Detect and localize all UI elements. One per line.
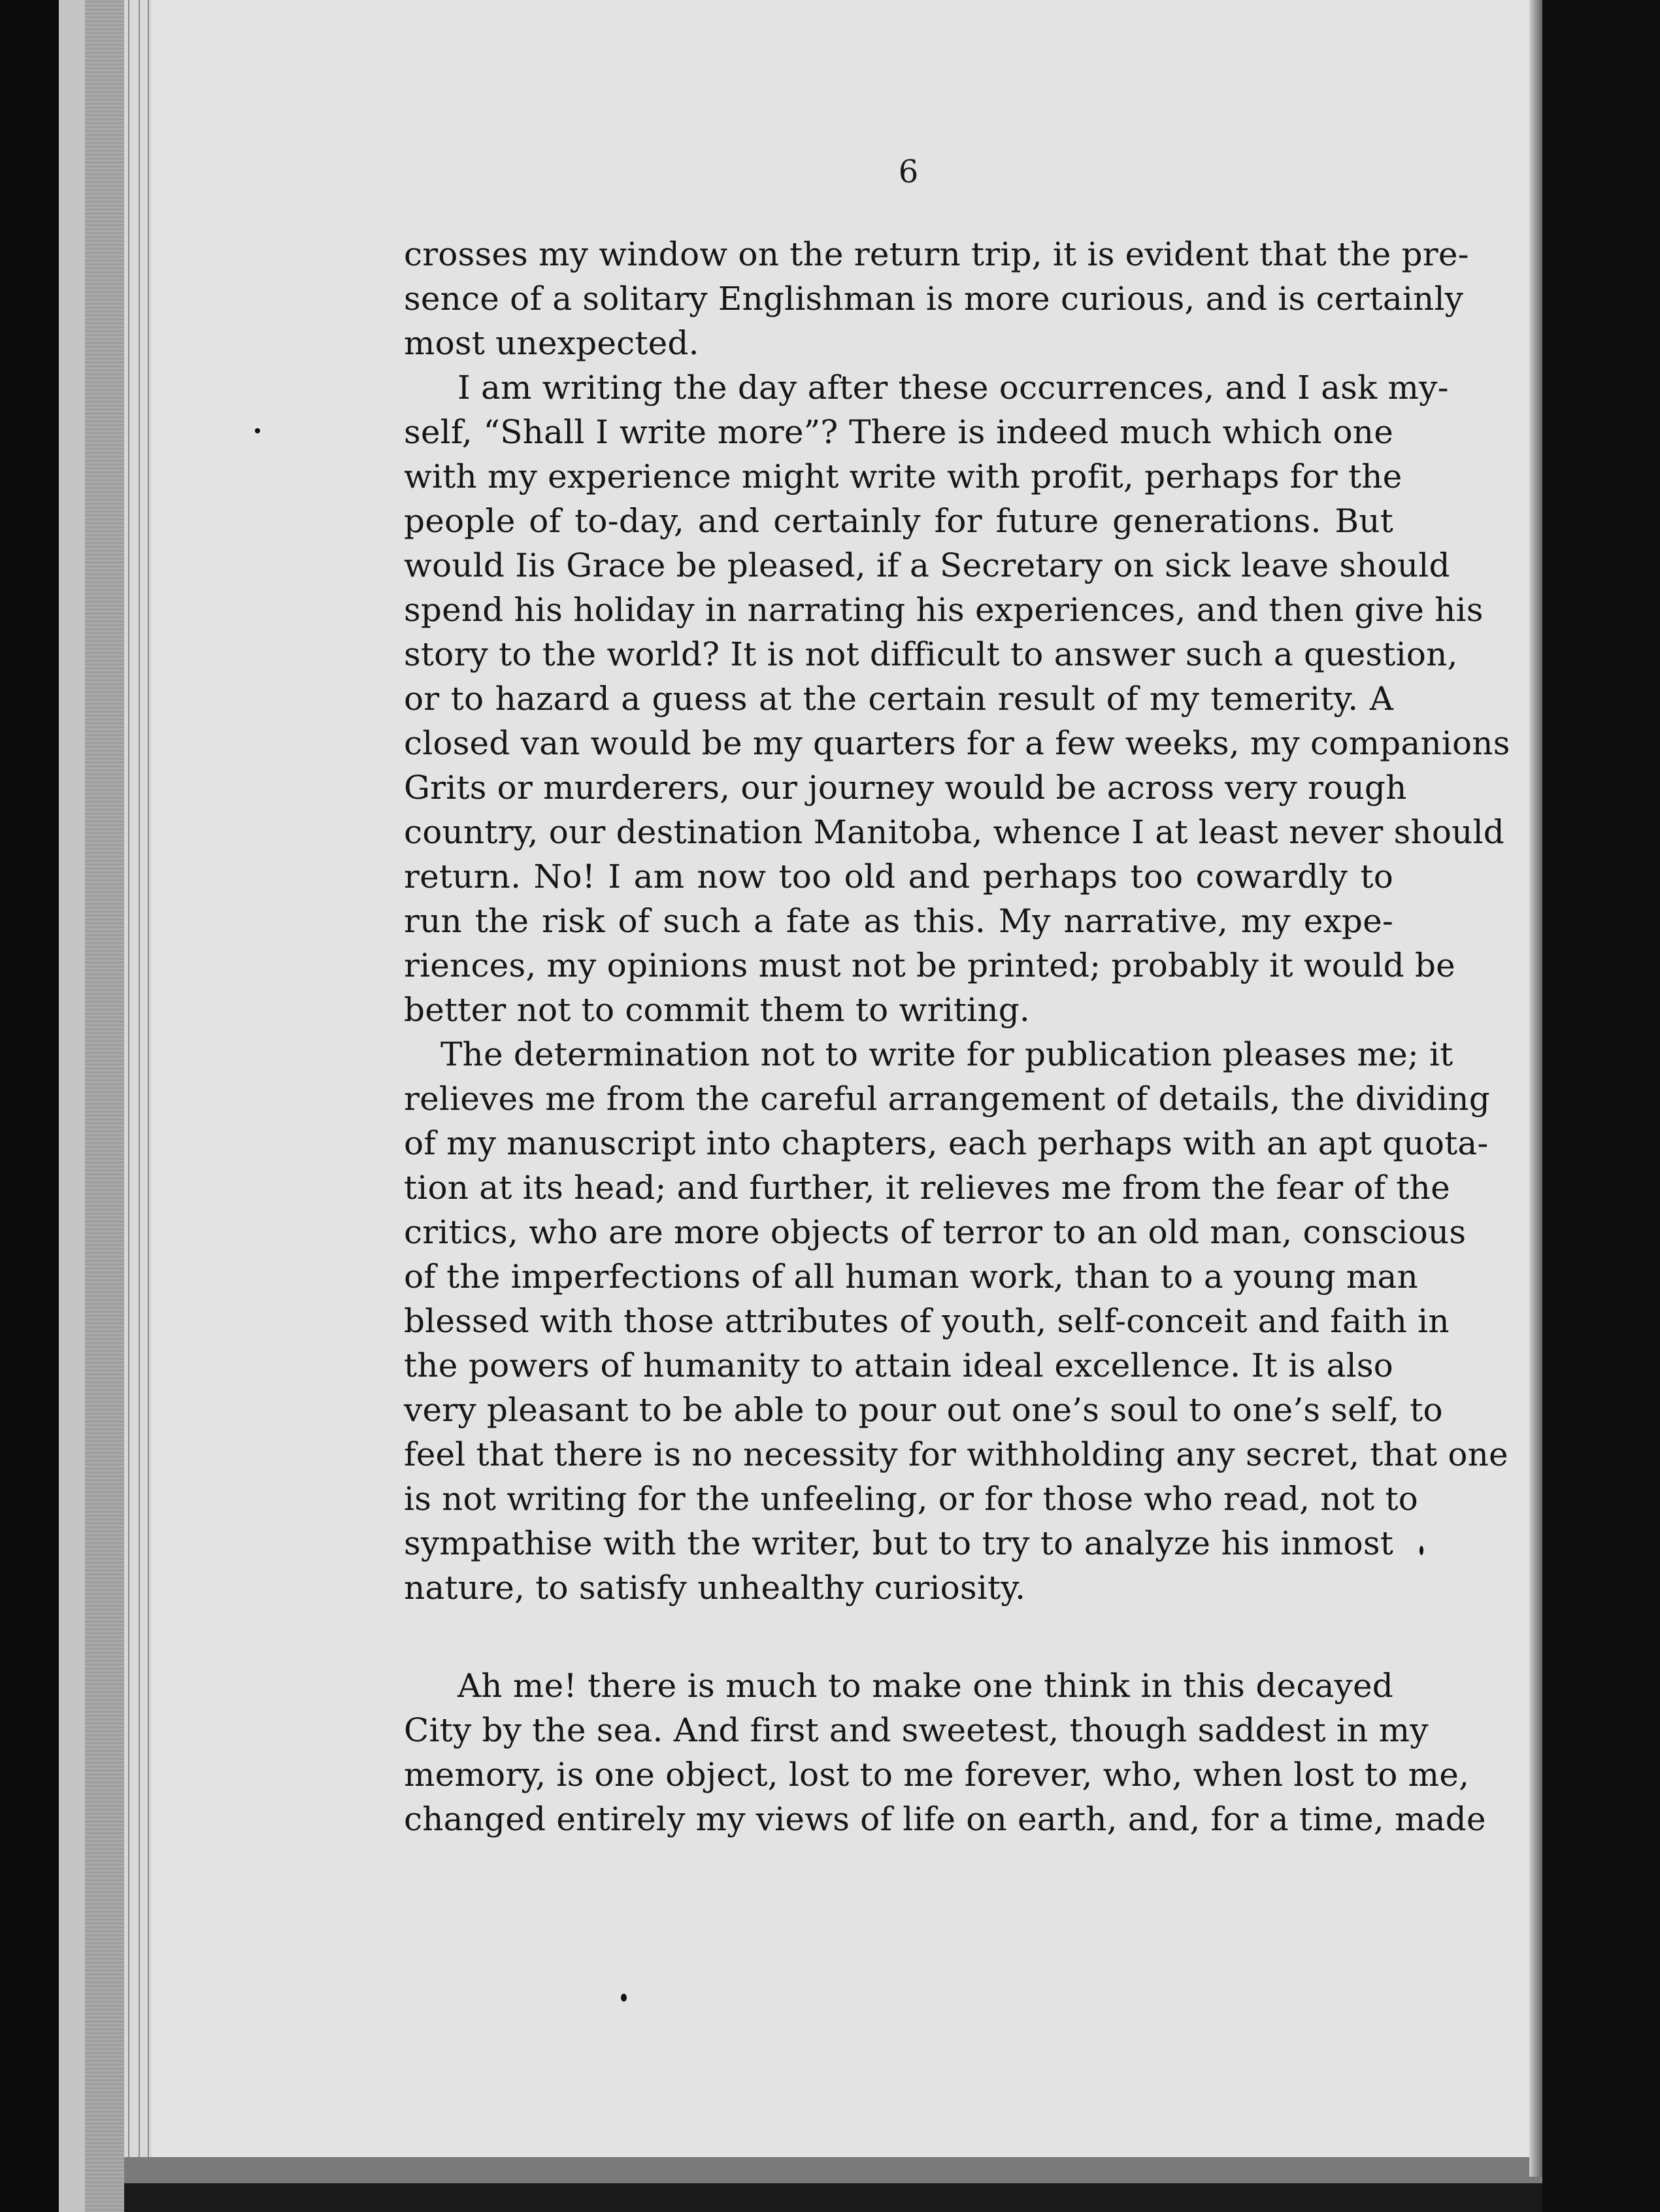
paper-speck [621,1994,627,2002]
text-line: tion at its head; and further, it relieves me from the fear of the [404,1169,1450,1207]
page-edge-line [148,0,149,2177]
text-line: feel that there is no necessity for withholding any secret, that one [404,1435,1508,1473]
text-line: City by the sea. And first and sweetest, though saddest in my [404,1711,1429,1749]
page-bottom-edge [124,2157,1549,2183]
text-line: The determination not to write for publication pleases me; it [440,1035,1453,1073]
text-line: or to hazard a guess at the certain result of my temerity. A [404,680,1393,718]
text-line: country, our destination Manitoba, whence I at least never should [404,813,1504,851]
text-line: with my experience might write with profit, perhaps for the [404,458,1403,495]
text-line: relieves me from the careful arrangement of details, the dividing [404,1080,1490,1118]
paper-speck [1419,1546,1423,1555]
text-line: self, “Shall I write more”? There is indeed much which one [404,413,1393,451]
text-line: of the imperfections of all human work, than to a young man [404,1258,1418,1296]
text-line: sence of a solitary Englishman is more curious, and is certainly [404,280,1464,318]
text-line: blessed with those attributes of youth, self-conceit and faith in [404,1302,1450,1340]
page-edge-band [59,0,85,2212]
text-line: story to the world? It is not difficult to answer such a question, [404,635,1458,673]
text-line: closed van would be my quarters for a few weeks, my companions [404,724,1510,762]
text-line: riences, my opinions must not be printed; probably it would be [404,947,1455,984]
page-edge-line [139,0,140,2177]
text-line: of my manuscript into chapters, each perhaps with an apt quota- [404,1124,1489,1162]
text-line: memory, is one object, lost to me forever, who, when lost to me, [404,1756,1470,1794]
text-line: the powers of humanity to attain ideal excellence. It is also [404,1347,1393,1384]
text-line: Grits or murderers, our journey would be across very rough [404,769,1407,807]
scan-border-left [0,0,59,2212]
text-line: is not writing for the unfeeling, or for those who read, not to [404,1480,1418,1518]
text-line: most unexpected. [404,324,699,362]
text-line: sympathise with the writer, but to try to analyze his inmost [404,1524,1393,1562]
text-line: I am writing the day after these occurrences, and I ask my- [457,369,1449,407]
paper-speck [255,428,260,433]
page-edge-band-textured [85,0,124,2212]
text-line: better not to commit them to writing. [404,991,1031,1029]
page-edge-line [128,0,129,2177]
page-number: 6 [898,154,919,190]
text-line: critics, who are more objects of terror to an old man, conscious [404,1213,1467,1251]
text-line: run the risk of such a fate as this. My narrative, my expe- [404,902,1393,940]
scan-border-bottom [124,2183,1549,2212]
text-line: crosses my window on the return trip, it is evident that the pre- [404,235,1469,273]
text-line: changed entirely my views of life on earth, and, for a time, made [404,1800,1486,1838]
text-line: very pleasant to be able to pour out one’s soul to one’s self, to [404,1391,1443,1429]
text-line: would Iis Grace be pleased, if a Secretary on sick leave should [404,546,1450,584]
scan-border-right [1542,0,1660,2212]
text-line: people of to-day, and certainly for future generations. But [404,502,1393,540]
text-line: nature, to satisfy unhealthy curiosity. [404,1569,1026,1607]
text-line: spend his holiday in narrating his experiences, and then give his [404,591,1484,629]
text-line: return. No! I am now too old and perhaps too cowardly to [404,858,1393,896]
text-line: Ah me! there is much to make one think in this decayed [457,1667,1393,1705]
